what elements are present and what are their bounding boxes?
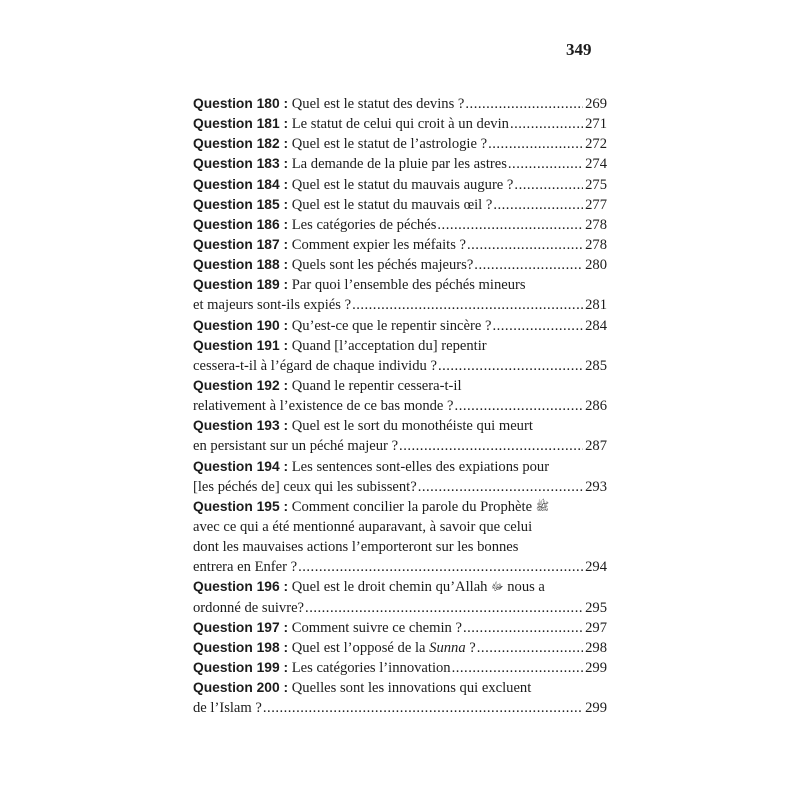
toc-line <box>193 618 607 638</box>
question-title: La demande de la pluie par les astres <box>291 156 507 173</box>
toc-line <box>193 195 607 215</box>
question-label: Question 183 : <box>193 156 289 172</box>
toc-entry-text <box>193 336 487 356</box>
toc-line <box>193 416 607 436</box>
toc-entry-191 <box>193 336 607 376</box>
question-title-continued: [les péchés de] ceux qui les subissent? <box>193 478 417 495</box>
dot-leader <box>508 154 583 174</box>
question-title: Comment suivre ce chemin ? <box>291 619 462 636</box>
question-title: ? <box>469 639 476 656</box>
question-title-continued: dont les mauvaises actions l’emporteront sur les bonnes <box>193 539 519 556</box>
toc-entry-text <box>193 638 476 658</box>
question-label: Question 185 : <box>193 196 289 212</box>
question-title-italic: Sunna <box>429 639 466 656</box>
question-title: nous a <box>507 579 545 596</box>
toc-entry-181 <box>193 114 607 134</box>
toc-entry-text <box>193 114 509 134</box>
toc-entry-189 <box>193 275 607 315</box>
dot-leader <box>488 134 583 154</box>
toc-entry-186 <box>193 215 607 235</box>
toc-entry-188 <box>193 255 607 275</box>
question-title: Quel est le statut de l’astrologie ? <box>291 136 488 153</box>
toc-line <box>193 557 607 577</box>
toc-entry-text <box>193 618 462 638</box>
toc-entry-193 <box>193 416 607 456</box>
question-title: Quels sont les péchés majeurs? <box>291 257 474 274</box>
page-ref: 281 <box>585 297 607 314</box>
toc-line <box>193 94 607 114</box>
dot-leader <box>452 658 584 678</box>
toc-entry-text <box>193 255 473 275</box>
toc-entry-text <box>193 215 436 235</box>
toc-line <box>193 497 607 517</box>
toc-line <box>193 154 607 174</box>
question-title: Par quoi l’ensemble des péchés mineurs <box>291 277 526 294</box>
question-label: Question 188 : <box>193 257 289 273</box>
toc-line <box>193 356 607 376</box>
question-label: Question 197 : <box>193 619 289 635</box>
page-ref: 297 <box>585 619 607 636</box>
page-ref: 278 <box>585 216 607 233</box>
dot-leader <box>298 557 583 577</box>
page-ref: 269 <box>585 96 607 112</box>
dot-leader <box>399 436 583 456</box>
question-label: Question 198 : <box>193 639 289 655</box>
toc-entry-198 <box>193 638 607 658</box>
question-title-continued: cessera-t-il à l’égard de chaque individu ? <box>193 357 437 374</box>
toc-entry-text <box>193 235 466 255</box>
question-title: Quel est l’opposé de la <box>291 639 426 656</box>
toc-entry-text <box>193 678 531 698</box>
question-label: Question 193 : <box>193 418 289 434</box>
toc-line <box>193 517 607 537</box>
page-ref: 280 <box>585 257 607 274</box>
toc-line <box>193 598 607 618</box>
honorific-symbol: ﷺ <box>535 500 550 513</box>
toc-entry-192 <box>193 376 607 416</box>
toc-entry-text <box>193 316 491 336</box>
toc-entry-text <box>193 658 451 678</box>
question-title: Quel est le statut des devins ? <box>291 96 465 112</box>
question-label: Question 191 : <box>193 337 289 353</box>
page-ref: 298 <box>585 639 607 656</box>
toc-entry-text <box>193 376 462 396</box>
page-ref: 271 <box>585 116 607 133</box>
toc-line <box>193 577 607 597</box>
question-title: Quel est le statut du mauvais œil ? <box>291 196 493 213</box>
question-title: Les catégories l’innovation <box>291 659 451 676</box>
dot-leader <box>437 215 583 235</box>
honorific-symbol: ﷻ <box>491 581 504 594</box>
toc-line <box>193 376 607 396</box>
question-title: Le statut de celui qui croit à un devin <box>291 116 509 133</box>
page-ref: 295 <box>585 599 607 616</box>
table-of-contents <box>193 94 607 718</box>
question-label: Question 192 : <box>193 377 289 393</box>
question-title: Quel est le statut du mauvais augure ? <box>291 176 514 193</box>
toc-line <box>193 436 607 456</box>
toc-entry-text <box>193 134 487 154</box>
question-label: Question 181 : <box>193 116 289 132</box>
dot-leader <box>493 195 583 215</box>
toc-entry-text <box>193 195 492 215</box>
toc-entry-195 <box>193 497 607 578</box>
toc-line <box>193 255 607 275</box>
toc-entry-194 <box>193 457 607 497</box>
toc-entry-text <box>193 416 533 436</box>
toc-line <box>193 537 607 557</box>
toc-entry-200 <box>193 678 607 718</box>
question-title-continued: et majeurs sont-ils expiés ? <box>193 297 352 314</box>
toc-line <box>193 477 607 497</box>
toc-entry-text <box>193 94 464 114</box>
toc-line <box>193 175 607 195</box>
page-ref: 293 <box>585 478 607 495</box>
toc-line <box>193 698 607 718</box>
page-number: 349 <box>566 40 592 59</box>
page-ref: 284 <box>585 317 607 334</box>
toc-entry-187 <box>193 235 607 255</box>
page-ref: 294 <box>585 559 607 576</box>
toc-entry-184 <box>193 175 607 195</box>
toc-entry-190 <box>193 316 607 336</box>
toc-entry-196 <box>193 577 607 617</box>
toc-entry-text <box>193 497 549 517</box>
dot-leader <box>477 638 583 658</box>
question-title-continued: avec ce qui a été mentionné auparavant, à savoir que celui <box>193 518 533 535</box>
toc-line <box>193 658 607 678</box>
toc-entry-183 <box>193 154 607 174</box>
page-ref: 299 <box>585 700 607 717</box>
page-ref: 299 <box>585 659 607 676</box>
toc-entry-text <box>193 457 549 477</box>
question-label: Question 196 : <box>193 579 289 595</box>
question-title: Quand le repentir cessera-t-il <box>291 377 462 394</box>
toc-line <box>193 678 607 698</box>
dot-leader <box>465 94 583 114</box>
toc-line <box>193 316 607 336</box>
question-title-continued: en persistant sur un péché majeur ? <box>193 438 399 455</box>
toc-entry-180 <box>193 94 607 114</box>
page-ref: 285 <box>585 357 607 374</box>
question-title-continued: entrera en Enfer ? <box>193 559 298 576</box>
question-title: Les sentences sont-elles des expiations pour <box>291 458 550 475</box>
question-label: Question 200 : <box>193 680 289 696</box>
question-title: Quel est le droit chemin qu’Allah <box>291 579 488 596</box>
toc-line <box>193 457 607 477</box>
page-ref: 272 <box>585 136 607 153</box>
question-label: Question 186 : <box>193 216 289 232</box>
toc-entry-text <box>193 577 545 597</box>
question-label: Question 194 : <box>193 458 289 474</box>
page-ref: 274 <box>585 156 607 173</box>
question-title: Qu’est-ce que le repentir sincère ? <box>291 317 492 334</box>
dot-leader <box>455 396 584 416</box>
toc-line <box>193 295 607 315</box>
question-title-continued: ordonné de suivre? <box>193 599 305 616</box>
dot-leader <box>352 295 583 315</box>
question-label: Question 184 : <box>193 176 289 192</box>
dot-leader <box>463 618 583 638</box>
dot-leader <box>514 175 583 195</box>
question-label: Question 189 : <box>193 277 289 293</box>
question-label: Question 180 : <box>193 96 289 111</box>
question-label: Question 199 : <box>193 659 289 675</box>
dot-leader <box>418 477 583 497</box>
toc-entry-197 <box>193 618 607 638</box>
dot-leader <box>438 356 583 376</box>
question-label: Question 182 : <box>193 136 289 152</box>
page-ref: 275 <box>585 176 607 193</box>
question-title: Les catégories de péchés <box>291 216 437 233</box>
toc-line <box>193 215 607 235</box>
question-label: Question 187 : <box>193 236 289 252</box>
question-title-continued: relativement à l’existence de ce bas monde ? <box>193 398 454 415</box>
page-ref: 278 <box>585 236 607 253</box>
toc-line <box>193 235 607 255</box>
toc-entry-185 <box>193 195 607 215</box>
page-ref: 286 <box>585 398 607 415</box>
question-title: Comment expier les méfaits ? <box>291 236 466 253</box>
toc-entry-text <box>193 175 513 195</box>
question-title: Comment concilier la parole du Prophète <box>291 498 533 515</box>
toc-line <box>193 336 607 356</box>
toc-entry-text <box>193 154 507 174</box>
dot-leader <box>305 598 583 618</box>
page-ref: 287 <box>585 438 607 455</box>
toc-entry-182 <box>193 134 607 154</box>
dot-leader <box>467 235 583 255</box>
toc-line <box>193 134 607 154</box>
toc-line <box>193 275 607 295</box>
page-ref: 277 <box>585 196 607 213</box>
question-label: Question 195 : <box>193 498 289 514</box>
dot-leader <box>263 698 583 718</box>
dot-leader <box>510 114 583 134</box>
question-title: Quand [l’acceptation du] repentir <box>291 337 487 354</box>
dot-leader <box>474 255 583 275</box>
toc-line <box>193 396 607 416</box>
toc-entry-199 <box>193 658 607 678</box>
toc-line <box>193 114 607 134</box>
question-label: Question 190 : <box>193 317 289 333</box>
toc-line <box>193 638 607 658</box>
dot-leader <box>492 316 583 336</box>
question-title-continued: de l’Islam ? <box>193 700 262 717</box>
question-title: Quelles sont les innovations qui excluent <box>291 680 532 697</box>
toc-entry-text <box>193 275 526 295</box>
question-title: Quel est le sort du monothéiste qui meurt <box>291 418 533 435</box>
